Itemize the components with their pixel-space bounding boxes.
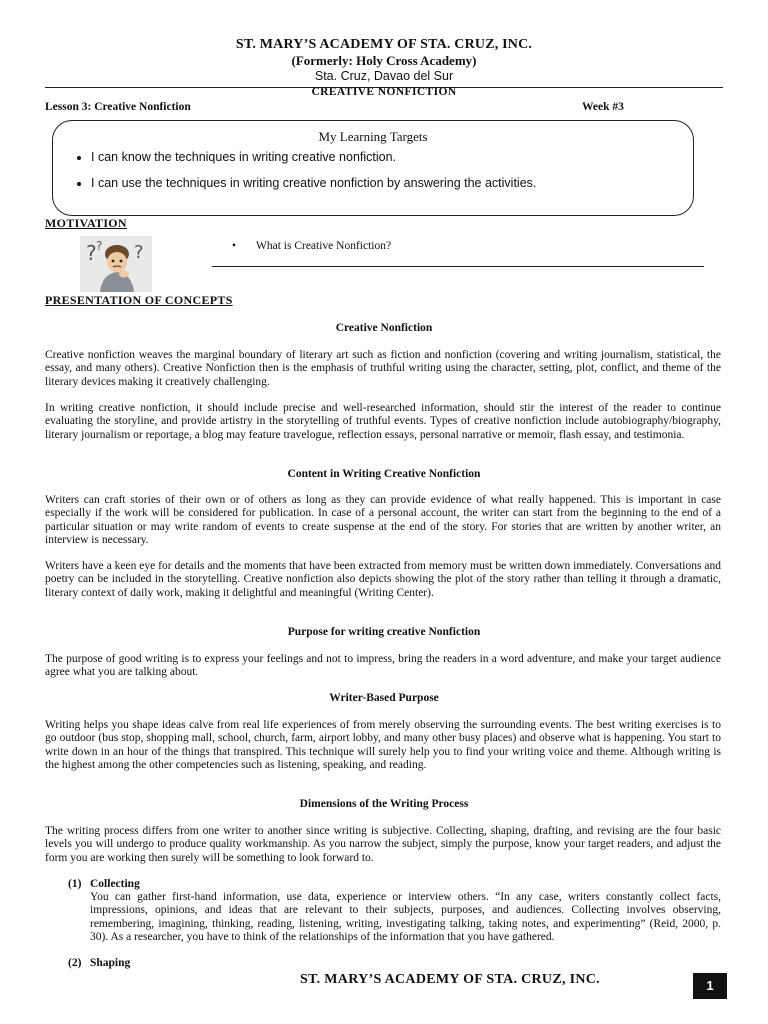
body-paragraph: Writing helps you shape ideas calve from real life experiences of from merely observing the surrounding events. The best writing exercises is to go outdoor (bus stop, shopping mall, school, church, farm, airport lobby, and many other busy places) and observe what is happening. You start to write down in an hour of the things that transpired. This technique will surely help you to find your writing voice and theme. Although writing is the highest among the other competencies such as listening, speaking, and reading. — [45, 719, 721, 771]
week-label: Week #3 — [582, 101, 624, 113]
svg-text:?: ? — [134, 242, 144, 263]
motivation-question-item — [232, 240, 391, 252]
learning-targets-box — [52, 120, 694, 216]
section-heading: Purpose for writing creative Nonfiction — [287, 626, 481, 638]
section-heading: Dimensions of the Writing Process — [299, 798, 469, 810]
motivation-question: What is Creative Nonfiction? — [256, 240, 392, 252]
step-number: (1) — [68, 878, 82, 890]
page-number: 1 — [693, 973, 727, 999]
footer-school-name: ST. MARY’S ACADEMY OF STA. CRUZ, INC. — [300, 972, 600, 987]
presentation-heading: PRESENTATION OF CONCEPTS — [45, 293, 233, 307]
school-location: Sta. Cruz, Davao del Sur — [314, 69, 454, 83]
body-paragraph: Writers have a keen eye for details and the moments that have been extracted from memory must be written down immediately. Conversations and poetry can be included in the storytelling. Creative nonfiction also depicts showing the plot of the story rather than telling it through a dramatic, literary context of daily work, making it delightful and meaningful (Writing Center). — [45, 560, 721, 599]
confused-boy-icon — [80, 236, 152, 292]
section-heading: Writer-Based Purpose — [329, 692, 439, 704]
body-paragraph: Writers can craft stories of their own or of others as long as they can provide evidence of what really happened. This is important in case especially if the work will be considered for publication. In case of a personal account, the writer can start from the beginning to the end of a particular situation or may write random of events to create suspense at the end of the story. For stories that are written by another writer, an interview is necessary. — [45, 494, 721, 546]
step-heading — [68, 957, 723, 970]
body-paragraph: The writing process differs from one writer to another since writing is subjective. Collecting, shaping, drafting, and revising are the four basic levels you will undergo to produce quality workmanship. As you narrow the subject, simply the purpose, know your target readers, and adjust the form you are working then surely will be something to look forward to. — [45, 825, 721, 864]
lesson-title: Lesson 3: Creative Nonfiction — [45, 101, 191, 113]
section-heading: Content in Writing Creative Nonfiction — [287, 468, 481, 480]
section-heading: Creative Nonfiction — [335, 322, 433, 334]
step-label: Shaping — [90, 957, 131, 969]
school-formerly: (Formerly: Holy Cross Academy) — [291, 53, 477, 68]
step-label: Collecting — [90, 878, 140, 890]
school-name: ST. MARY’S ACADEMY OF STA. CRUZ, INC. — [235, 37, 533, 52]
learning-target-item: • I can use the techniques in writing creative nonfiction by answering the activities. — [91, 175, 536, 191]
svg-text:?: ? — [96, 239, 103, 253]
subject-title: CREATIVE NONFICTION — [311, 86, 457, 98]
motivation-heading: MOTIVATION — [45, 216, 127, 230]
learning-target-item: • I can know the techniques in writing creative nonfiction. — [91, 149, 536, 165]
body-paragraph: In writing creative nonfiction, it should include precise and well-researched information, should stir the interest of the reader to continue evaluating the storyline, and provide artistry in the storytelling of truthful events. Types of creative nonfiction include autobiography/biography, literary journalism or reportage, a blog may feature travelogue, reflection essays, personal narrative or memoir, flash essay, and testimonia. — [45, 402, 721, 441]
body-paragraph: The purpose of good writing is to express your feelings and not to impress, bring the readers in a word adventure, and make your target audience agree what you are talking about. — [45, 653, 721, 679]
body-paragraph: Creative nonfiction weaves the marginal boundary of literary art such as fiction and nonfiction (covering and writing journalism, statistical, the essay, and many others). Creative Nonfiction then is the emphasis of truthful writing using the character, setting, plot, conflict, and theme of the literary devices making it creatively challenging. — [45, 349, 721, 388]
step-heading — [68, 878, 723, 891]
learning-targets-title: My Learning Targets — [318, 129, 428, 144]
answer-line — [212, 266, 704, 267]
svg-text:?: ? — [86, 241, 97, 265]
bullet-icon: • — [232, 240, 237, 252]
step-body: You can gather first-hand information, use data, experience or interview others. “In any case, writers constantly collect facts, impressions, opinions, and ideas that are relevant to their subjects, purposes, and audiences. Collecting involves observing, remembering, imagining, thinking, reading, listening, writing, investigating talking, taking notes, and experimenting” (Reid, 2000, p. 30). As a researcher, you have to think of the relationships of the information that you have gathered. — [90, 891, 721, 943]
step-number: (2) — [68, 957, 82, 969]
learning-targets-list — [75, 149, 536, 201]
